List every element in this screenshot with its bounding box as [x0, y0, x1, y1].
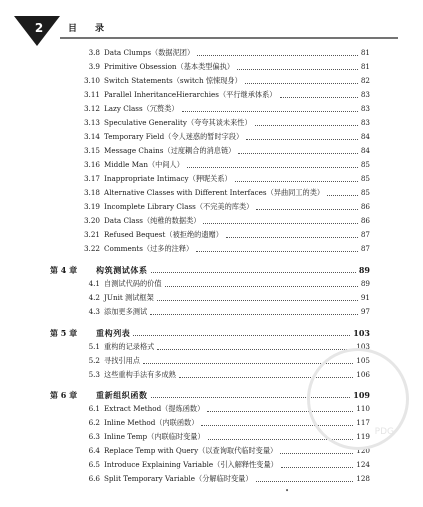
toc-page-number: 84 [360, 132, 370, 141]
toc-page-number: 128 [356, 474, 370, 483]
toc-page-number: 82 [360, 76, 370, 85]
toc-number: 4.2 [88, 293, 100, 302]
page-title: 目录 [68, 24, 123, 34]
toc-leader-dots [280, 97, 358, 98]
toc-leader-dots [196, 251, 358, 252]
toc-section-row[interactable] [0, 228, 423, 242]
toc-number: 4.3 [88, 307, 100, 316]
toc-page-number: 105 [356, 356, 370, 365]
toc-section-row[interactable] [0, 458, 423, 472]
toc-leader-dots [165, 286, 358, 287]
toc-page-number: 89 [360, 279, 370, 288]
toc-title: 寻找引用点 [104, 356, 140, 365]
toc-page-number: 85 [360, 188, 370, 197]
toc-number: 第 6 章 [50, 390, 78, 400]
toc-page-number: 87 [360, 230, 370, 239]
toc-leader-dots [157, 300, 358, 301]
toc-section-row[interactable] [0, 46, 423, 60]
toc-leader-dots [237, 69, 358, 70]
toc-title: 这些重构手法有多成熟 [104, 370, 176, 379]
toc-title: Temporary Field（令人迷惑的暂时字段） [104, 132, 244, 141]
toc-leader-dots [226, 237, 358, 238]
toc-leader-dots [157, 349, 353, 350]
toc-number: 3.17 [83, 174, 100, 183]
toc-leader-dots [133, 335, 350, 336]
toc-title: Speculative Generality（夸夸其谈未来性） [104, 118, 252, 127]
toc-number: 3.15 [83, 146, 100, 155]
toc-title: Lazy Class（冗赘类） [104, 104, 179, 113]
toc-title: Data Class（纯稚的数据类） [104, 216, 201, 225]
toc-page-number: 86 [360, 216, 370, 225]
toc-section-row[interactable] [0, 242, 423, 256]
toc-title: Inline Temp（内联临时变量） [104, 432, 205, 441]
toc-leader-dots [281, 467, 353, 468]
toc-number: 3.18 [83, 188, 100, 197]
toc-title: Data Clumps（数据泥团） [104, 48, 195, 57]
toc-title: Parallel InheritanceHierarchies（平行继承体系） [104, 90, 277, 99]
toc-page-number: 103 [356, 342, 370, 351]
toc-number: 3.8 [88, 48, 100, 57]
toc-title: Incomplete Library Class（不完美的库类） [104, 202, 254, 211]
toc-title: Alternative Classes with Different Interfaces（异曲同工的类） [104, 188, 325, 197]
toc-number: 6.4 [88, 446, 100, 455]
toc-page-number: 119 [356, 432, 370, 441]
header-banner [0, 0, 423, 46]
toc-number: 3.14 [83, 132, 100, 141]
toc-title: 重构列表 [96, 328, 131, 338]
toc-number: 第 5 章 [50, 328, 78, 338]
toc-page-number: 81 [360, 62, 370, 71]
toc-chapter-row[interactable] [0, 263, 423, 277]
toc-page-number: 124 [356, 460, 370, 469]
toc-title: Inline Method（内联函数） [104, 418, 199, 427]
toc-section-row[interactable] [0, 60, 423, 74]
toc-leader-dots [203, 223, 358, 224]
toc-leader-dots [245, 83, 358, 84]
toc-number: 3.12 [83, 104, 100, 113]
toc-section-row[interactable] [0, 130, 423, 144]
toc-section-row[interactable] [0, 88, 423, 102]
toc-page-number: 84 [360, 146, 370, 155]
toc-leader-dots [327, 195, 358, 196]
toc-number: 3.10 [83, 76, 100, 85]
toc-title: 构筑测试体系 [96, 265, 148, 275]
toc-title: Extract Method（提炼函数） [104, 404, 205, 413]
toc-leader-dots [187, 167, 358, 168]
toc-number: 3.22 [83, 244, 100, 253]
toc-title: Split Temporary Variable（分解临时变量） [104, 474, 253, 483]
toc-number: 3.16 [83, 160, 100, 169]
toc-page-number: 85 [360, 160, 370, 169]
toc-section-row[interactable] [0, 277, 423, 291]
toc-section-row[interactable] [0, 74, 423, 88]
toc-page-number: 110 [356, 404, 370, 413]
toc-number: 3.20 [83, 216, 100, 225]
toc-section-row[interactable] [0, 200, 423, 214]
toc-page-number: 103 [353, 328, 370, 338]
toc-number: 第 4 章 [50, 265, 78, 275]
toc-number: 3.13 [83, 118, 100, 127]
toc-number: 5.3 [88, 370, 100, 379]
toc-page-number: 83 [360, 104, 370, 113]
toc-section-row[interactable] [0, 158, 423, 172]
toc-title: Replace Temp with Query（以查询取代临时变量） [104, 446, 278, 455]
toc-title: Middle Man（中间人） [104, 160, 184, 169]
toc-leader-dots [256, 481, 353, 482]
toc-title: Message Chains（过度耦合的消息链） [104, 146, 236, 155]
toc-number: 6.6 [88, 474, 100, 483]
toc-number: 6.3 [88, 432, 100, 441]
toc-leader-dots [238, 153, 358, 154]
toc-title: 自测试代码的价值 [104, 279, 162, 288]
toc-page-number: 97 [360, 307, 370, 316]
toc-number: 5.1 [88, 342, 100, 351]
toc-number: 5.2 [88, 356, 100, 365]
toc-title: Introduce Explaining Variable（引入解释性变量） [104, 460, 278, 469]
toc-leader-dots [280, 453, 353, 454]
toc-leader-dots [256, 209, 358, 210]
toc-number: 3.9 [88, 62, 100, 71]
toc-section-row[interactable] [0, 172, 423, 186]
toc-section-row[interactable] [0, 291, 423, 305]
toc-number: 3.19 [83, 202, 100, 211]
toc-leader-dots [235, 181, 358, 182]
toc-title: Comments（过多的注释） [104, 244, 194, 253]
toc-title: JUnit 测试框架 [104, 293, 154, 302]
toc-page-number: 89 [358, 265, 370, 275]
toc-page-number: 83 [360, 90, 370, 99]
toc-section-row[interactable] [0, 186, 423, 200]
toc-title: Refused Bequest（被拒绝的遗赠） [104, 230, 223, 239]
toc-page-number: 120 [356, 446, 370, 455]
toc-title: 添加更多测试 [104, 307, 148, 316]
toc-number: 3.21 [83, 230, 100, 239]
toc-section-row[interactable] [0, 116, 423, 130]
toc-leader-dots [255, 125, 358, 126]
toc-title: Primitive Obsession（基本类型偏执） [104, 62, 235, 71]
toc-page-number: 106 [356, 370, 370, 379]
toc-section-row[interactable] [0, 472, 423, 486]
toc-page-number: 81 [360, 48, 370, 57]
toc-section-row[interactable] [0, 214, 423, 228]
toc-leader-dots [246, 139, 358, 140]
library-watermark [307, 348, 409, 450]
toc-section-row[interactable] [0, 144, 423, 158]
toc-title: Inappropriate Intimacy（狎昵关系） [104, 174, 232, 183]
toc-leader-dots [182, 111, 358, 112]
watermark-text: PDG [374, 427, 394, 437]
toc-number: 3.11 [83, 90, 100, 99]
toc-title: 重新组织函数 [96, 390, 148, 400]
toc-leader-dots [151, 272, 356, 273]
toc-number: 6.5 [88, 460, 100, 469]
page-header [0, 0, 423, 46]
toc-number: 6.2 [88, 418, 100, 427]
toc-page-number: 87 [360, 244, 370, 253]
toc-number: 6.1 [88, 404, 100, 413]
toc-leader-dots [197, 55, 358, 56]
toc-page-number: 117 [356, 418, 370, 427]
toc-page-number: 86 [360, 202, 370, 211]
toc-title: 重构的记录格式 [104, 342, 155, 351]
toc-page-number: 109 [353, 390, 370, 400]
page-number: 2 [34, 21, 44, 35]
toc-section-row[interactable] [0, 305, 423, 319]
footer-mark: • [285, 487, 290, 495]
toc-leader-dots [150, 314, 358, 315]
toc-number: 4.1 [88, 279, 100, 288]
toc-section-row[interactable] [0, 102, 423, 116]
toc-chapter-row[interactable] [0, 326, 423, 340]
toc-page-number: 85 [360, 174, 370, 183]
toc-page-number: 91 [360, 293, 370, 302]
toc-title: Switch Statements（switch 惊悚现身） [104, 76, 242, 85]
toc-page-number: 83 [360, 118, 370, 127]
